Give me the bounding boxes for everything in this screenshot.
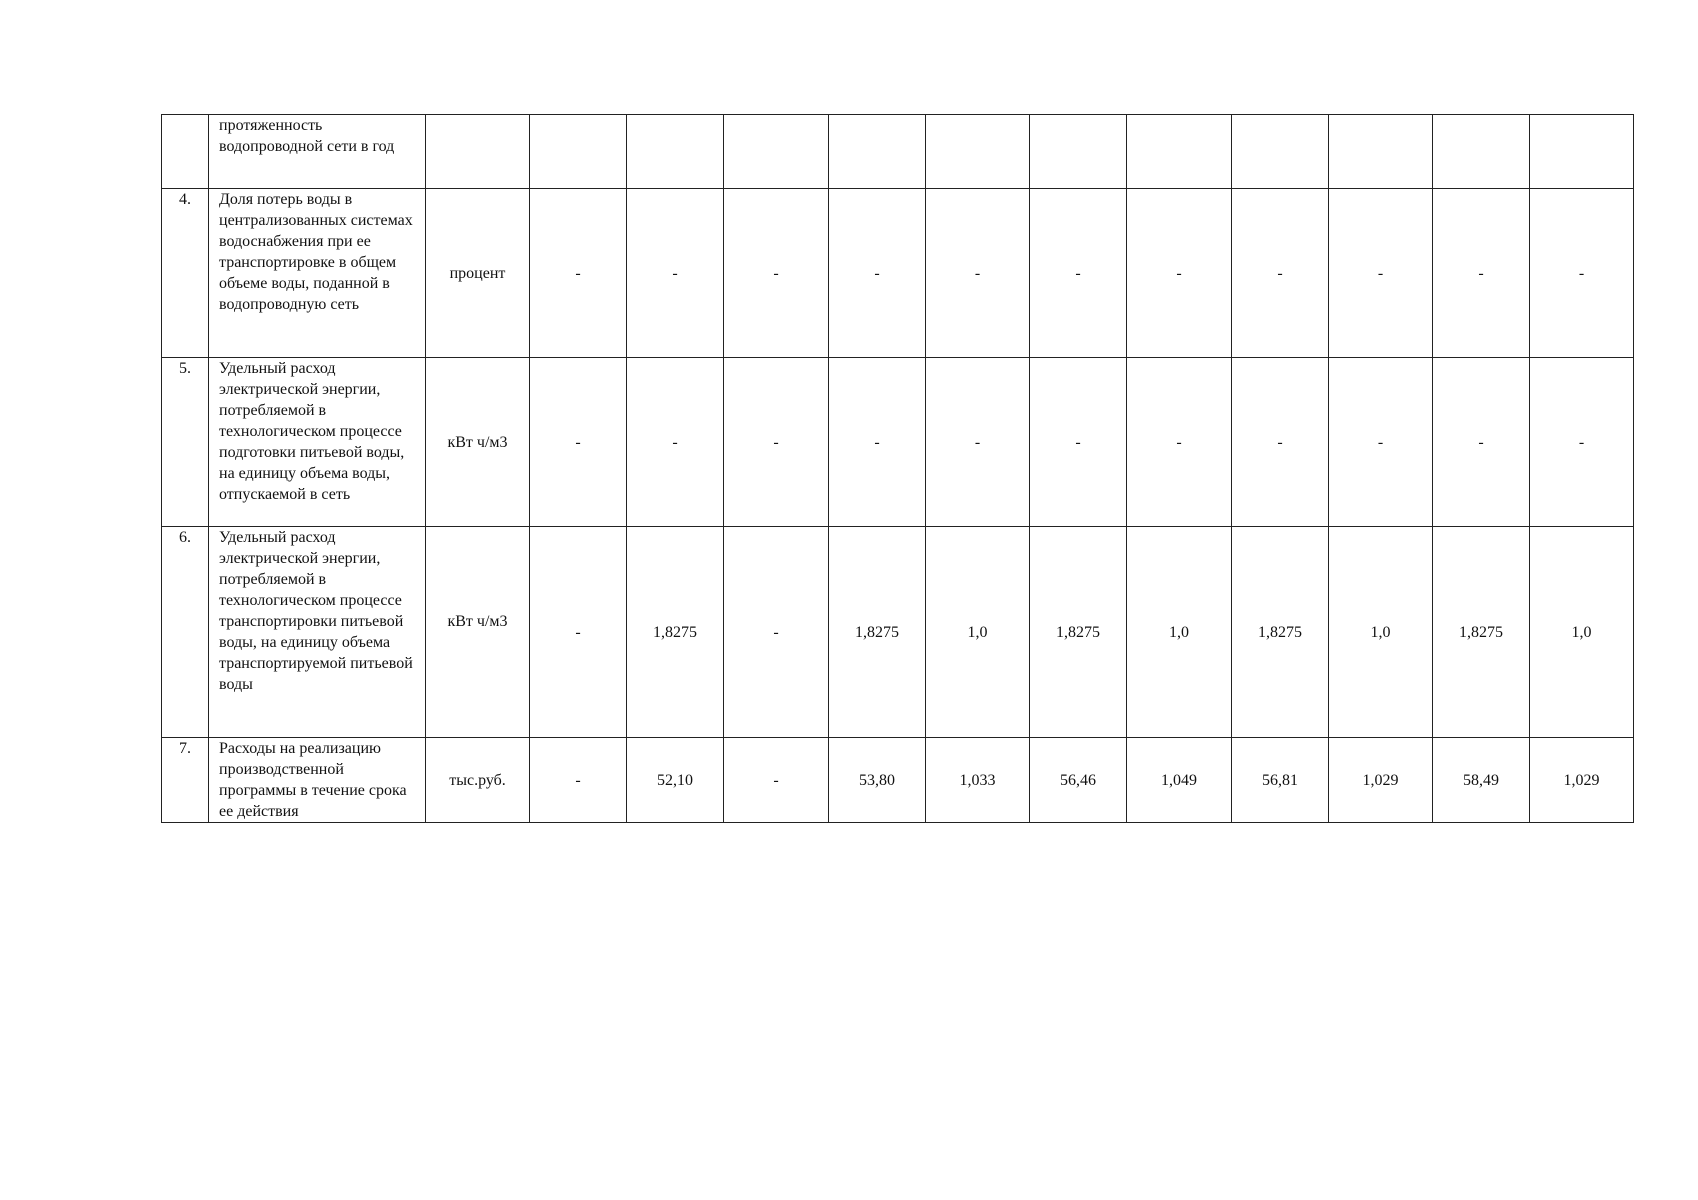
value-cell: 1,8275: [1433, 527, 1530, 738]
value-cell: 1,033: [926, 738, 1030, 823]
unit-cell: [426, 115, 530, 189]
value-cell: [829, 115, 926, 189]
unit-cell: кВт ч/м3: [426, 358, 530, 527]
value-cell: 58,49: [1433, 738, 1530, 823]
value-cell: [1433, 115, 1530, 189]
value-cell: -: [1030, 358, 1127, 527]
value-cell: 56,46: [1030, 738, 1127, 823]
value-cell: 53,80: [829, 738, 926, 823]
value-cell: [1127, 115, 1232, 189]
value-cell: -: [1232, 189, 1329, 358]
value-cell: -: [1030, 189, 1127, 358]
value-cell: -: [829, 189, 926, 358]
value-cell: [1530, 115, 1634, 189]
value-cell: 52,10: [627, 738, 724, 823]
indicator-name: Доля потерь воды в централизованных системах водоснабжения при ее транспортировке в общем объеме воды, поданной в водопроводную сеть: [209, 189, 426, 358]
unit-cell: процент: [426, 189, 530, 358]
row-number: 6.: [162, 527, 209, 738]
value-cell: -: [724, 527, 829, 738]
value-cell: -: [1127, 358, 1232, 527]
value-cell: 1,8275: [829, 527, 926, 738]
value-cell: -: [1127, 189, 1232, 358]
value-cell: 1,0: [1127, 527, 1232, 738]
value-cell: -: [829, 358, 926, 527]
value-cell: -: [530, 358, 627, 527]
value-cell: [1232, 115, 1329, 189]
value-cell: -: [530, 527, 627, 738]
indicators-table: [161, 114, 1634, 823]
value-cell: 1,0: [1530, 527, 1634, 738]
value-cell: -: [1433, 358, 1530, 527]
value-cell: 1,029: [1329, 738, 1433, 823]
value-cell: 1,8275: [627, 527, 724, 738]
value-cell: 1,029: [1530, 738, 1634, 823]
value-cell: -: [724, 738, 829, 823]
value-cell: 1,8275: [1232, 527, 1329, 738]
row-number: 5.: [162, 358, 209, 527]
indicator-name: Удельный расход электрической энергии, потребляемой в технологическом процессе транспортировки питьевой воды, на единицу объема транспортируемой питьевой воды: [209, 527, 426, 738]
unit-cell: кВт ч/м3: [426, 527, 530, 738]
value-cell: 1,049: [1127, 738, 1232, 823]
value-cell: -: [627, 189, 724, 358]
value-cell: -: [724, 189, 829, 358]
document-page: [161, 114, 1633, 823]
table-row: [162, 115, 1634, 189]
table-row: [162, 527, 1634, 738]
table-row: [162, 189, 1634, 358]
value-cell: [724, 115, 829, 189]
value-cell: [530, 115, 627, 189]
unit-cell: тыс.руб.: [426, 738, 530, 823]
row-number: 7.: [162, 738, 209, 823]
value-cell: -: [1329, 189, 1433, 358]
indicator-name: Удельный расход электрической энергии, потребляемой в технологическом процессе подготовки питьевой воды, на единицу объема воды, отпускаемой в сеть: [209, 358, 426, 527]
value-cell: -: [627, 358, 724, 527]
row-number: [162, 115, 209, 189]
value-cell: -: [724, 358, 829, 527]
value-cell: 1,0: [926, 527, 1030, 738]
value-cell: -: [1433, 189, 1530, 358]
value-cell: 56,81: [1232, 738, 1329, 823]
value-cell: -: [530, 738, 627, 823]
value-cell: -: [1232, 358, 1329, 527]
value-cell: 1,8275: [1030, 527, 1127, 738]
value-cell: -: [1329, 358, 1433, 527]
value-cell: -: [926, 358, 1030, 527]
value-cell: -: [926, 189, 1030, 358]
indicator-name: Расходы на реализацию производственной программы в течение срока ее действия: [209, 738, 426, 823]
value-cell: -: [1530, 358, 1634, 527]
value-cell: [926, 115, 1030, 189]
row-number: 4.: [162, 189, 209, 358]
table-row: [162, 358, 1634, 527]
value-cell: 1,0: [1329, 527, 1433, 738]
value-cell: -: [1530, 189, 1634, 358]
value-cell: -: [530, 189, 627, 358]
indicator-name: протяженность водопроводной сети в год: [209, 115, 426, 189]
value-cell: [1030, 115, 1127, 189]
table-row: [162, 738, 1634, 823]
value-cell: [1329, 115, 1433, 189]
value-cell: [627, 115, 724, 189]
